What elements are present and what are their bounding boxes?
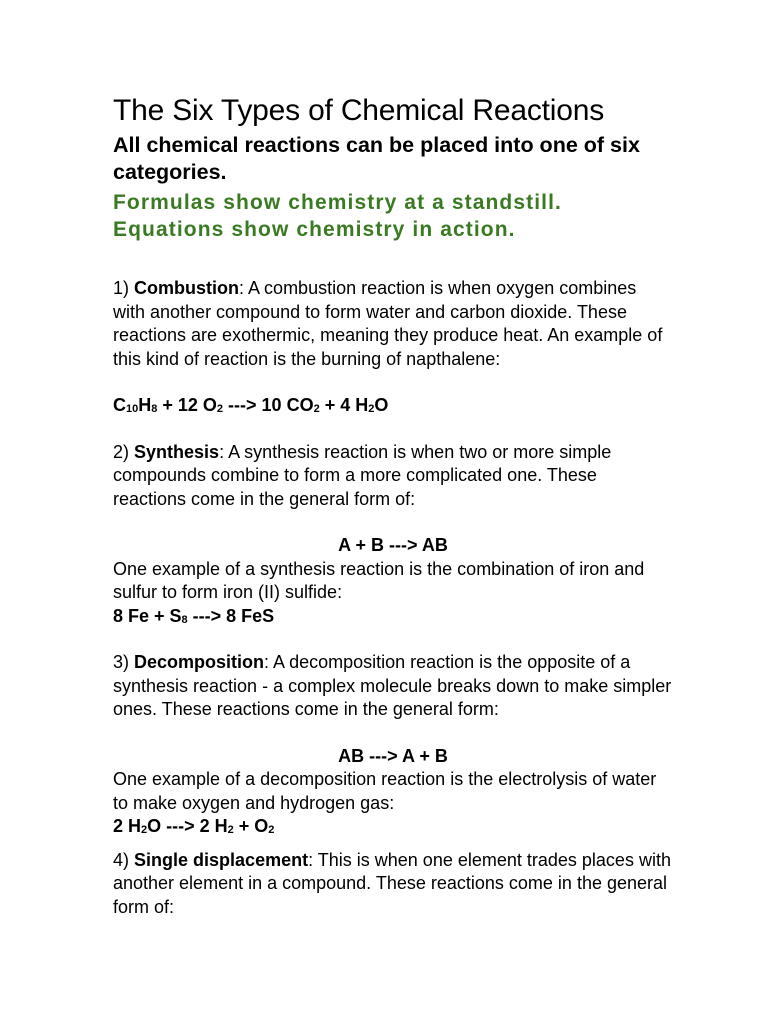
section-text: : A decomposition reaction is the opposite of a synthesis reaction - a complex molecule breaks down to make simpler ones. These reactions come in the general form: [113,652,672,719]
section-term: Synthesis [134,441,220,462]
single-displacement-paragraph [113,849,673,920]
decomposition-equation: 2 $H_2O$ ---> 2 $H_2 + O_2$ [113,816,275,836]
decomposition-paragraph [113,651,673,722]
section-text: : A combustion reaction is when oxygen combines with another compound to form water and carbon dioxide. These reactions are exothermic, meaning they produce heat. An example of this kind of reaction is the burning of napthalene: [113,278,663,369]
section-number: 3) [113,652,130,672]
section-text: : This is when one element trades places with another element in a compound. These reactions come in the general form of: [113,849,671,917]
section-term: Decomposition [134,652,265,672]
combustion-equation: $C_{10}H_8 + 12$ $O_2$ ---> 10 $CO_2 + 4$ $H_2O$ [113,395,389,415]
highlight-line-1: Formulas show chemistry at a standstill. [113,191,562,214]
combustion-paragraph [113,277,673,371]
synthesis-example-text: One example of a synthesis reaction is the combination of iron and sulfur to form iron (II) sulfide: [113,558,645,602]
document-page [113,92,673,919]
section-term: Combustion [134,278,240,298]
highlight-line-2: Equations show chemistry in action. [113,218,516,241]
synthesis-general-form: A + B ---> AB [338,535,448,555]
section-text: : A synthesis reaction is when two or more simple compounds combine to form a more complicated one. These reactions come in the general form of: [113,441,612,509]
synthesis-paragraph [113,441,673,512]
page-title: The Six Types of Chemical Reactions [113,94,605,127]
section-number: 4) [113,849,130,870]
decomposition-general-form: AB ---> A + B [338,745,448,766]
synthesis-equation: 8 $Fe + S_8$ ---> 8 FeS [113,605,275,626]
section-number: 1) [113,278,130,298]
decomposition-example-text: One example of a decomposition reaction is the electrolysis of water to make oxygen and hydrogen gas: [113,769,657,813]
section-number: 2) [113,441,130,462]
section-term: Single displacement [134,849,309,870]
page-subtitle: All chemical reactions can be placed into one of six categories. [113,133,640,184]
